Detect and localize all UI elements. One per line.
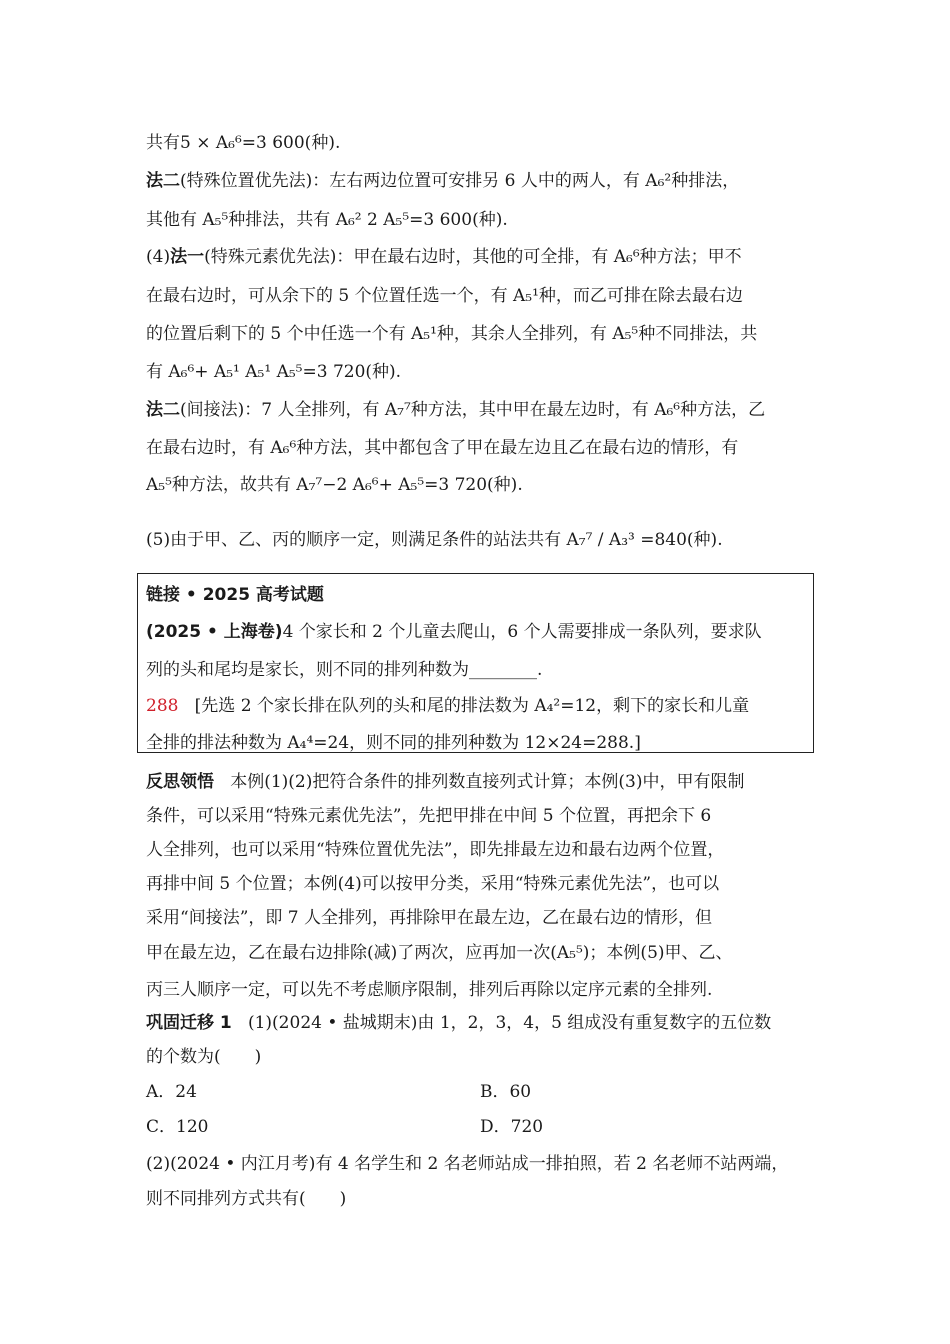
option-b[interactable]: B．60 [480,1082,532,1102]
option-d[interactable]: D．720 [480,1117,544,1137]
line-7: 有 A₆⁶+ A₅¹ A₅¹ A₅⁵=3 720(种). [146,362,402,382]
option-c[interactable]: C．120 [146,1117,209,1137]
box-question-2: 列的头和尾均是家长，则不同的排列种数为________. [146,660,543,680]
method-2b-label: 法二 [146,400,180,420]
reflect-line-2: 条件，可以采用“特殊元素优先法”，先把甲排在中间 5 个位置，再把余下 6 [146,806,712,826]
line-4 [146,242,742,267]
practice-line-3: (2)(2024 • 内江月考)有 4 名学生和 2 名老师站成一排拍照，若 2 名老师不站两端， [146,1154,789,1174]
line-8-text: (间接法)：7 人全排列，有 A₇⁷种方法，其中甲在最左边时，有 A₆⁶种方法，乙 [180,400,766,420]
line-2 [146,166,739,191]
reflect-line-7: 丙三人顺序一定，可以先不考虑顺序限制，排列后再除以定序元素的全排列. [146,980,713,1000]
practice-line-4: 则不同排列方式共有( ) [146,1189,347,1209]
reflect-label: 反思领悟 [146,772,214,792]
line-11: (5)由于甲、乙、丙的顺序一定，则满足条件的站法共有 A₇⁷ / A₃³ =840(种). [146,530,723,550]
box-answer-value: 288 [146,696,179,716]
box-answer-text: [先选 2 个家长排在队列的头和尾的排法数为 A₄²=12，剩下的家长和儿童 [194,696,750,716]
box-question-1 [146,617,762,642]
option-a[interactable]: A．24 [146,1082,197,1102]
line-5: 在最右边时，可从余下的 5 个位置任选一个，有 A₅¹种，而乙可排在除去最右边 [146,286,743,306]
practice-line-2: 的个数为( ) [146,1047,262,1067]
box-title: 链接 • 2025 高考试题 [146,585,324,605]
box-answer-2: 全排的排法种数为 A₄⁴=24，则不同的排列种数为 12×24=288.] [146,733,641,753]
method-1-label: 法一 [170,247,205,267]
line-1: 共有5 × A₆⁶=3 600(种). [146,133,341,153]
line-2-text: (特殊位置优先法)：左右两边位置可安排另 6 人中的两人，有 A₆²种排法， [180,171,740,191]
practice-line-1 [146,1008,771,1033]
reflect-text-1: 本例(1)(2)把符合条件的排列数直接列式计算；本例(3)中，甲有限制 [230,772,745,792]
practice-label: 巩固迁移 1 [146,1013,232,1033]
reflect-line-1 [146,767,744,792]
reflect-line-3: 人全排列，也可以采用“特殊位置优先法”，即先排最左边和最右边两个位置， [146,840,725,860]
box-question-text: 4 个家长和 2 个儿童去爬山，6 个人需要排成一条队列，要求队 [282,622,762,642]
method-2-label: 法二 [146,171,180,191]
line-9: 在最右边时，有 A₆⁶种方法，其中都包含了甲在最左边且乙在最右边的情形，有 [146,438,739,458]
box-answer-1 [146,691,749,716]
reflect-line-4: 再排中间 5 个位置；本例(4)可以按甲分类，采用“特殊元素优先法”，也可以 [146,874,720,894]
line-10: A₅⁵种方法，故共有 A₇⁷−2 A₆⁶+ A₅⁵=3 720(种). [146,475,523,495]
box-source: (2025 • 上海卷) [146,622,283,642]
reflect-line-6: 甲在最左边，乙在最右边排除(减)了两次，应再加一次(A₅⁵)；本例(5)甲、乙、 [146,943,733,963]
line-3: 其他有 A₅⁵种排法，共有 A₆² 2 A₅⁵=3 600(种). [146,210,508,230]
part-4-label: (4) [146,247,171,267]
line-4-text: (特殊元素优先法)：甲在最右边时，其他的可全排，有 A₆⁶种方法；甲不 [204,247,742,267]
reflect-line-5: 采用“间接法”，即 7 人全排列，再排除甲在最左边，乙在最右边的情形，但 [146,908,713,928]
line-8 [146,395,765,420]
practice-q1-text: (1)(2024 • 盐城期末)由 1，2，3，4，5 组成没有重复数字的五位数 [247,1013,772,1033]
line-6: 的位置后剩下的 5 个中任选一个有 A₅¹种，其余人全排列，有 A₅⁵种不同排法，共 [146,324,758,344]
